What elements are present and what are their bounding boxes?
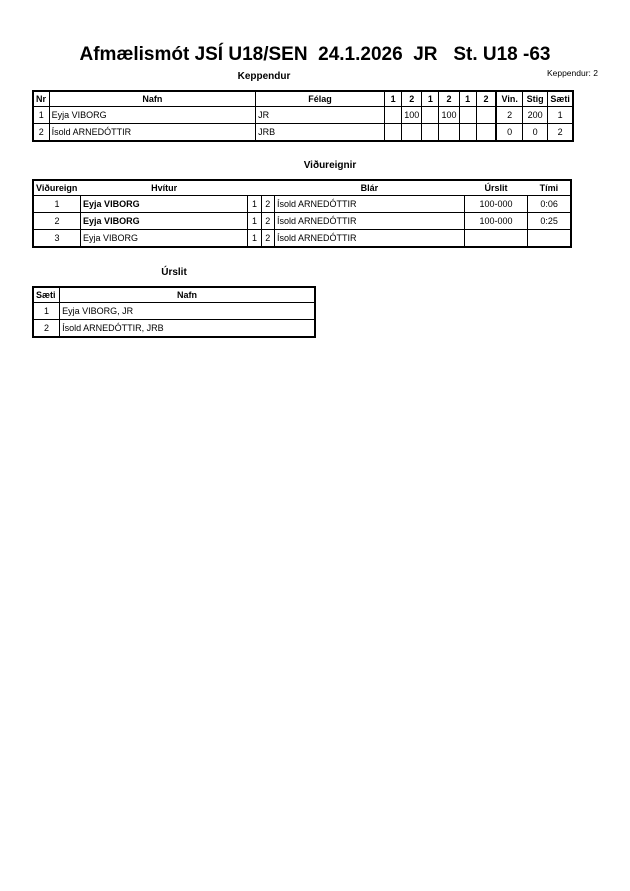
table-row xyxy=(33,213,571,230)
cell-round xyxy=(476,107,496,124)
cell-name: Ísold ARNEDÓTTIR, JRB xyxy=(60,320,315,338)
table-row xyxy=(33,124,573,142)
col-wins: Vin. xyxy=(496,91,522,107)
cell-round xyxy=(422,107,439,124)
cell-round xyxy=(402,124,422,142)
col-blue-score xyxy=(261,180,274,196)
col-round: 1 xyxy=(422,91,439,107)
cell-white: Eyja VIBORG xyxy=(81,213,248,230)
cell-blue-score: 2 xyxy=(261,196,274,213)
col-blue: Blár xyxy=(274,180,464,196)
cell-white-score: 1 xyxy=(248,196,261,213)
cell-name: Ísold ARNEDÓTTIR xyxy=(49,124,255,142)
cell-match: 1 xyxy=(33,196,81,213)
col-result: Úrslit xyxy=(464,180,528,196)
col-round: 2 xyxy=(439,91,459,107)
col-round: 1 xyxy=(385,91,402,107)
matches-heading: Viðureignir xyxy=(303,160,357,171)
table-row xyxy=(33,320,315,338)
cell-place: 2 xyxy=(548,124,573,142)
col-match: Viðureign xyxy=(33,180,81,196)
cell-round: 100 xyxy=(402,107,422,124)
cell-blue: Ísold ARNEDÓTTIR xyxy=(274,196,464,213)
table-header-row xyxy=(33,180,571,196)
cell-result: 100-000 xyxy=(464,213,528,230)
page-title: Afmælismót JSÍ U18/SEN 24.1.2026 JR St. U18 -63 xyxy=(79,44,551,65)
cell-club: JR xyxy=(256,107,385,124)
cell-blue-score: 2 xyxy=(261,213,274,230)
cell-time xyxy=(528,230,571,248)
cell-nr: 1 xyxy=(33,107,49,124)
cell-white-score: 1 xyxy=(248,213,261,230)
cell-round xyxy=(459,107,476,124)
table-header-row xyxy=(33,287,315,303)
table-row xyxy=(33,303,315,320)
cell-result: 100-000 xyxy=(464,196,528,213)
cell-round xyxy=(439,124,459,142)
cell-time: 0:25 xyxy=(528,213,571,230)
cell-blue: Ísold ARNEDÓTTIR xyxy=(274,230,464,248)
table-header-row xyxy=(33,91,573,107)
cell-wins: 2 xyxy=(496,107,522,124)
col-round: 1 xyxy=(459,91,476,107)
col-place: Sæti xyxy=(33,287,60,303)
cell-points: 200 xyxy=(523,107,548,124)
col-nr: Nr xyxy=(33,91,49,107)
competitors-table xyxy=(32,90,574,142)
results-heading: Úrslit xyxy=(161,267,187,278)
matches-table xyxy=(32,179,572,248)
col-round: 2 xyxy=(476,91,496,107)
cell-place: 2 xyxy=(33,320,60,338)
cell-blue: Ísold ARNEDÓTTIR xyxy=(274,213,464,230)
cell-white-score: 1 xyxy=(248,230,261,248)
cell-round xyxy=(476,124,496,142)
col-time: Tími xyxy=(528,180,571,196)
cell-club: JRB xyxy=(256,124,385,142)
cell-name: Eyja VIBORG xyxy=(49,107,255,124)
cell-round xyxy=(459,124,476,142)
cell-nr: 2 xyxy=(33,124,49,142)
col-white: Hvítur xyxy=(81,180,248,196)
results-table xyxy=(32,286,316,338)
cell-match: 3 xyxy=(33,230,81,248)
cell-round: 100 xyxy=(439,107,459,124)
col-round: 2 xyxy=(402,91,422,107)
col-white-score xyxy=(248,180,261,196)
table-row xyxy=(33,107,573,124)
cell-white: Eyja VIBORG xyxy=(81,230,248,248)
cell-place: 1 xyxy=(33,303,60,320)
cell-match: 2 xyxy=(33,213,81,230)
col-club: Félag xyxy=(256,91,385,107)
cell-result xyxy=(464,230,528,248)
cell-wins: 0 xyxy=(496,124,522,142)
col-points: Stig xyxy=(523,91,548,107)
cell-time: 0:06 xyxy=(528,196,571,213)
col-place: Sæti xyxy=(548,91,573,107)
cell-round xyxy=(385,107,402,124)
cell-name: Eyja VIBORG, JR xyxy=(60,303,315,320)
cell-blue-score: 2 xyxy=(261,230,274,248)
table-row xyxy=(33,230,571,248)
table-row xyxy=(33,196,571,213)
competitors-heading: Keppendur xyxy=(237,71,291,82)
cell-round xyxy=(385,124,402,142)
col-name: Nafn xyxy=(60,287,315,303)
cell-white: Eyja VIBORG xyxy=(81,196,248,213)
cell-place: 1 xyxy=(548,107,573,124)
cell-points: 0 xyxy=(523,124,548,142)
col-name: Nafn xyxy=(49,91,255,107)
cell-round xyxy=(422,124,439,142)
competitors-count: Keppendur: 2 xyxy=(546,68,598,78)
